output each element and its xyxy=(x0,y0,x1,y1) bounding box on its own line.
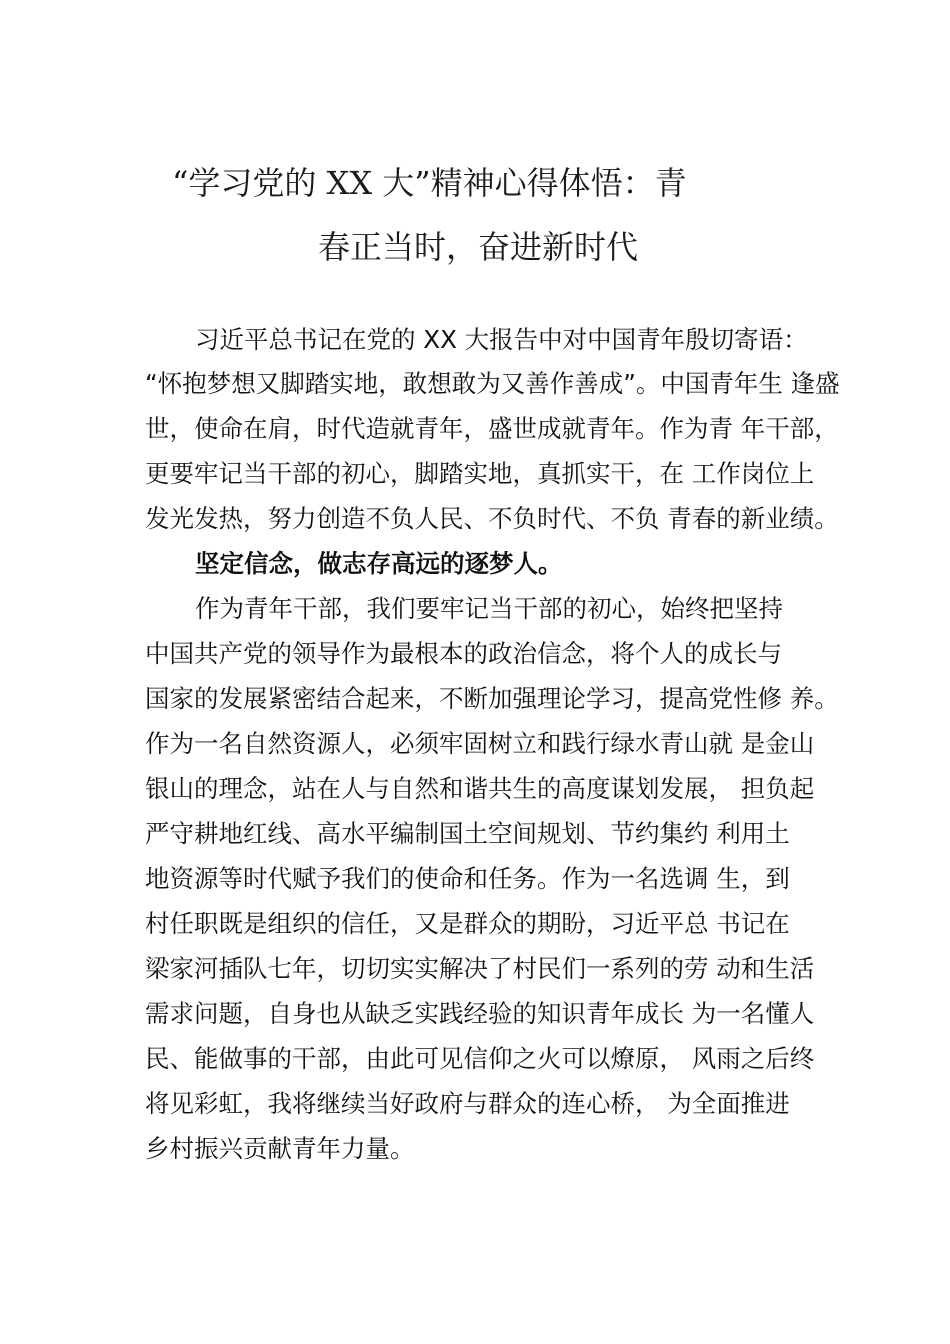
paragraph-2-line-7: 地资源等时代赋予我们的使命和任务。作为一名选调 生，到 xyxy=(145,864,790,893)
paragraph-2-line-8: 村任职既是组织的信任，又是群众的期盼，习近平总 书记在 xyxy=(145,909,790,938)
paragraph-2-line-12: 将见彩虹，我将继续当好政府与群众的连心桥， 为全面推进 xyxy=(145,1089,790,1118)
paragraph-1-line-1: 习近平总书记在党的 XX 大报告中对中国青年殷切寄语： xyxy=(195,325,808,354)
paragraph-2-line-2: 中国共产党的领导作为最根本的政治信念，将个人的成长与 xyxy=(145,639,782,668)
paragraph-2-line-9: 梁家河插队七年，切切实实解决了村民们一系列的劳 动和生活 xyxy=(145,954,815,983)
paragraph-2-line-3: 国家的发展紧密结合起来，不断加强理论学习，提高党性修 养。 xyxy=(145,684,839,713)
document-title-line-1: “学习党的 XX 大”精神心得体悟：青 xyxy=(172,164,687,202)
paragraph-2-line-6: 严守耕地红线、高水平编制国土空间规划、节约集约 利用土 xyxy=(145,819,790,848)
document-title-line-2: 春正当时，奋进新时代 xyxy=(318,228,639,266)
paragraph-2-line-10: 需求问题，自身也从缺乏实践经验的知识青年成长 为一名懂人 xyxy=(145,999,815,1028)
paragraph-1-line-4: 更要牢记当干部的初心，脚踏实地，真抓实干，在 工作岗位上 xyxy=(145,459,815,488)
paragraph-1-line-2: “怀抱梦想又脚踏实地，敢想敢为又善作善成”。中国青年生 逢盛 xyxy=(145,369,840,398)
paragraph-2-line-5: 银山的理念，站在人与自然和谐共生的高度谋划发展， 担负起 xyxy=(145,774,815,803)
paragraph-1-line-3: 世，使命在肩，时代造就青年，盛世成就青年。作为青 年干部， xyxy=(145,414,839,443)
paragraph-2-line-1: 作为青年干部，我们要牢记当干部的初心，始终把坚持 xyxy=(195,594,783,623)
section-heading: 坚定信念，做志存高远的逐梦人。 xyxy=(195,549,563,578)
paragraph-2-line-13: 乡村振兴贡献青年力量。 xyxy=(145,1134,415,1163)
paragraph-2-line-11: 民、能做事的干部，由此可见信仰之火可以燎原， 风雨之后终 xyxy=(145,1044,815,1073)
paragraph-2-line-4: 作为一名自然资源人，必须牢固树立和践行绿水青山就 是金山 xyxy=(145,729,815,758)
paragraph-1-line-5: 发光发热，努力创造不负人民、不负时代、不负 青春的新业绩。 xyxy=(145,504,839,533)
